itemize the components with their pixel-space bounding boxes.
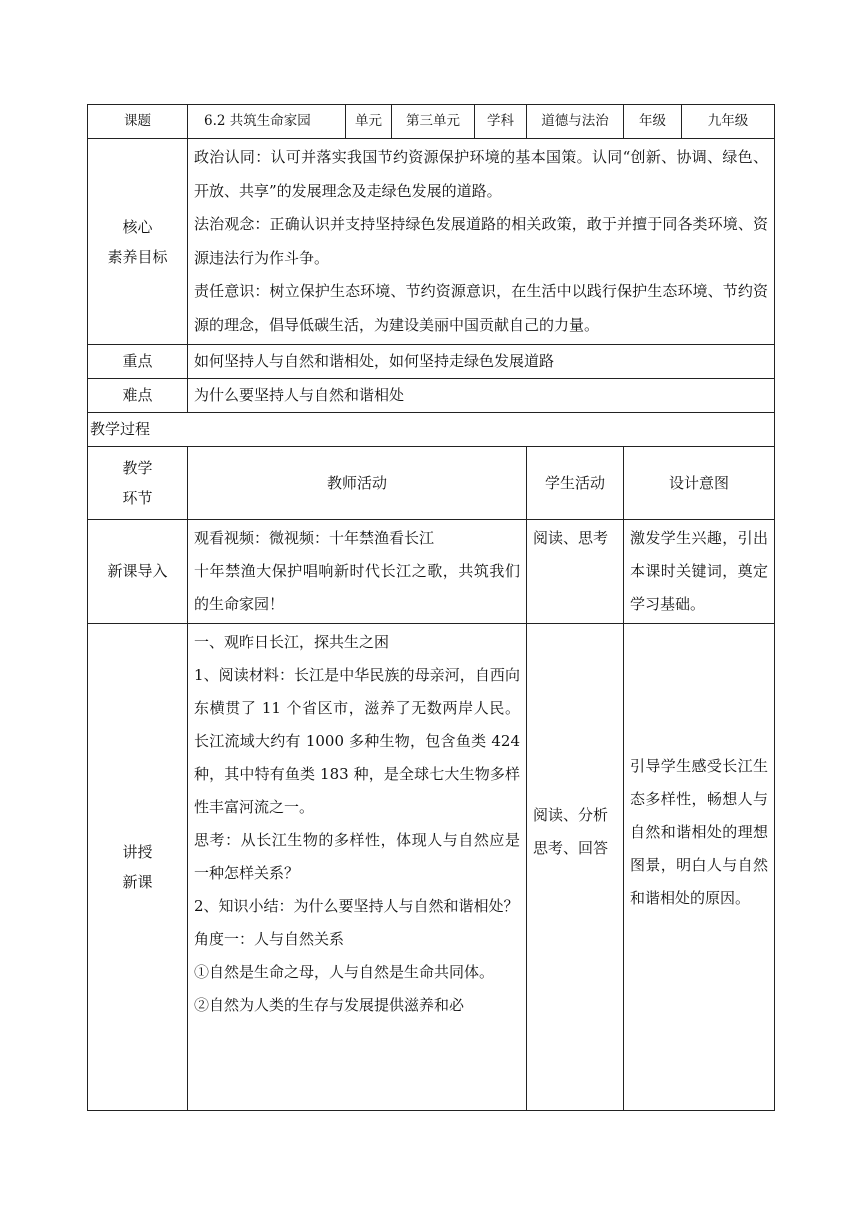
lecture-reading-material: 1、阅读材料：长江是中华民族的母亲河，自西向东横贯了 11 个省区市，滋养了无数两岸人民。长江流域大约有 1000 多种生物，包含鱼类 424 种，其中特有鱼类 183 种，是全球七大生物多样性丰富河流之一。 bbox=[194, 666, 520, 816]
goal-political: 政治认同：认可并落实我国节约资源保护环境的基本国策。认同“创新、协调、绿色、开放、共享”的发展理念及走绿色发展的道路。 bbox=[194, 148, 768, 200]
goals-row bbox=[88, 139, 775, 345]
intro-text: 十年禁渔大保护唱响新时代长江之歌，共筑我们的生命家园！ bbox=[194, 562, 520, 613]
teacher-activity-intro bbox=[188, 520, 527, 624]
goal-responsibility: 责任意识：树立保护生态环境、节约资源意识，在生活中以践行保护生态环境、节约资源的理念，倡导低碳生活，为建设美丽中国贡献自己的力量。 bbox=[194, 282, 768, 334]
process-title: 教学过程 bbox=[88, 413, 775, 447]
col-intent: 设计意图 bbox=[624, 447, 775, 520]
col-student: 学生活动 bbox=[527, 447, 624, 520]
lecture-point-two: ②自然为人类的生存与发展提供滋养和必 bbox=[194, 996, 465, 1014]
col-stage-line2: 环节 bbox=[122, 489, 153, 507]
intent-intro: 激发学生兴趣，引出本课时关键词，奠定学习基础。 bbox=[624, 520, 775, 624]
topic-value: 6.2 共筑生命家园 bbox=[188, 105, 346, 139]
goals-label-line1: 核心 bbox=[122, 217, 153, 236]
grade-value: 九年级 bbox=[682, 105, 775, 139]
table-row bbox=[88, 624, 775, 1111]
lecture-summary: 2、知识小结：为什么要坚持人与自然和谐相处？ bbox=[194, 897, 519, 915]
header-row bbox=[88, 105, 775, 139]
difficulty-row bbox=[88, 379, 775, 413]
col-teacher: 教师活动 bbox=[188, 447, 527, 520]
lecture-point-one: ①自然是生命之母，人与自然是生命共同体。 bbox=[194, 963, 495, 981]
unit-label: 单元 bbox=[346, 105, 392, 139]
col-stage bbox=[88, 447, 188, 520]
difficulty-value: 为什么要坚持人与自然和谐相处 bbox=[188, 379, 775, 413]
goal-legal: 法治观念：正确认识并支持坚持绿色发展道路的相关政策，敢于并擅于同各类环境、资源违法行为作斗争。 bbox=[194, 215, 768, 267]
goals-label-line2: 素养目标 bbox=[107, 247, 168, 266]
unit-value: 第三单元 bbox=[392, 105, 475, 139]
grade-label: 年级 bbox=[624, 105, 682, 139]
process-title-row bbox=[88, 413, 775, 447]
difficulty-label: 难点 bbox=[88, 379, 188, 413]
stage-lecture-line1: 讲授 bbox=[122, 843, 153, 861]
intent-lecture: 引导学生感受长江生态多样性，畅想人与自然和谐相处的理想图景，明白人与自然和谐相处的原因。 bbox=[624, 624, 775, 1111]
student-lecture-line2: 思考、回答 bbox=[533, 839, 609, 857]
key-point-label: 重点 bbox=[88, 345, 188, 379]
lecture-section-title: 一、观昨日长江，探共生之困 bbox=[194, 633, 390, 651]
process-header-row bbox=[88, 447, 775, 520]
key-point-row bbox=[88, 345, 775, 379]
topic-label: 课题 bbox=[88, 105, 188, 139]
goals-label bbox=[88, 139, 188, 345]
stage-lecture-line2: 新课 bbox=[122, 873, 153, 891]
subject-value: 道德与法治 bbox=[527, 105, 624, 139]
subject-label: 学科 bbox=[475, 105, 527, 139]
stage-intro: 新课导入 bbox=[88, 520, 188, 624]
key-point-value: 如何坚持人与自然和谐相处，如何坚持走绿色发展道路 bbox=[188, 345, 775, 379]
lecture-angle-one: 角度一：人与自然关系 bbox=[194, 930, 345, 948]
intro-video-line: 观看视频：微视频：十年禁渔看长江 bbox=[194, 529, 435, 547]
student-activity-lecture bbox=[527, 624, 624, 1111]
teacher-activity-lecture bbox=[188, 624, 527, 1111]
goals-content bbox=[188, 139, 775, 345]
student-activity-intro: 阅读、思考 bbox=[527, 520, 624, 624]
col-stage-line1: 教学 bbox=[122, 459, 153, 477]
stage-lecture bbox=[88, 624, 188, 1111]
lecture-question: 思考：从长江生物的多样性，体现人与自然应是一种怎样关系？ bbox=[194, 831, 520, 882]
lesson-plan-table bbox=[87, 104, 775, 1111]
student-lecture-line1: 阅读、分析 bbox=[533, 806, 609, 824]
table-row bbox=[88, 520, 775, 624]
